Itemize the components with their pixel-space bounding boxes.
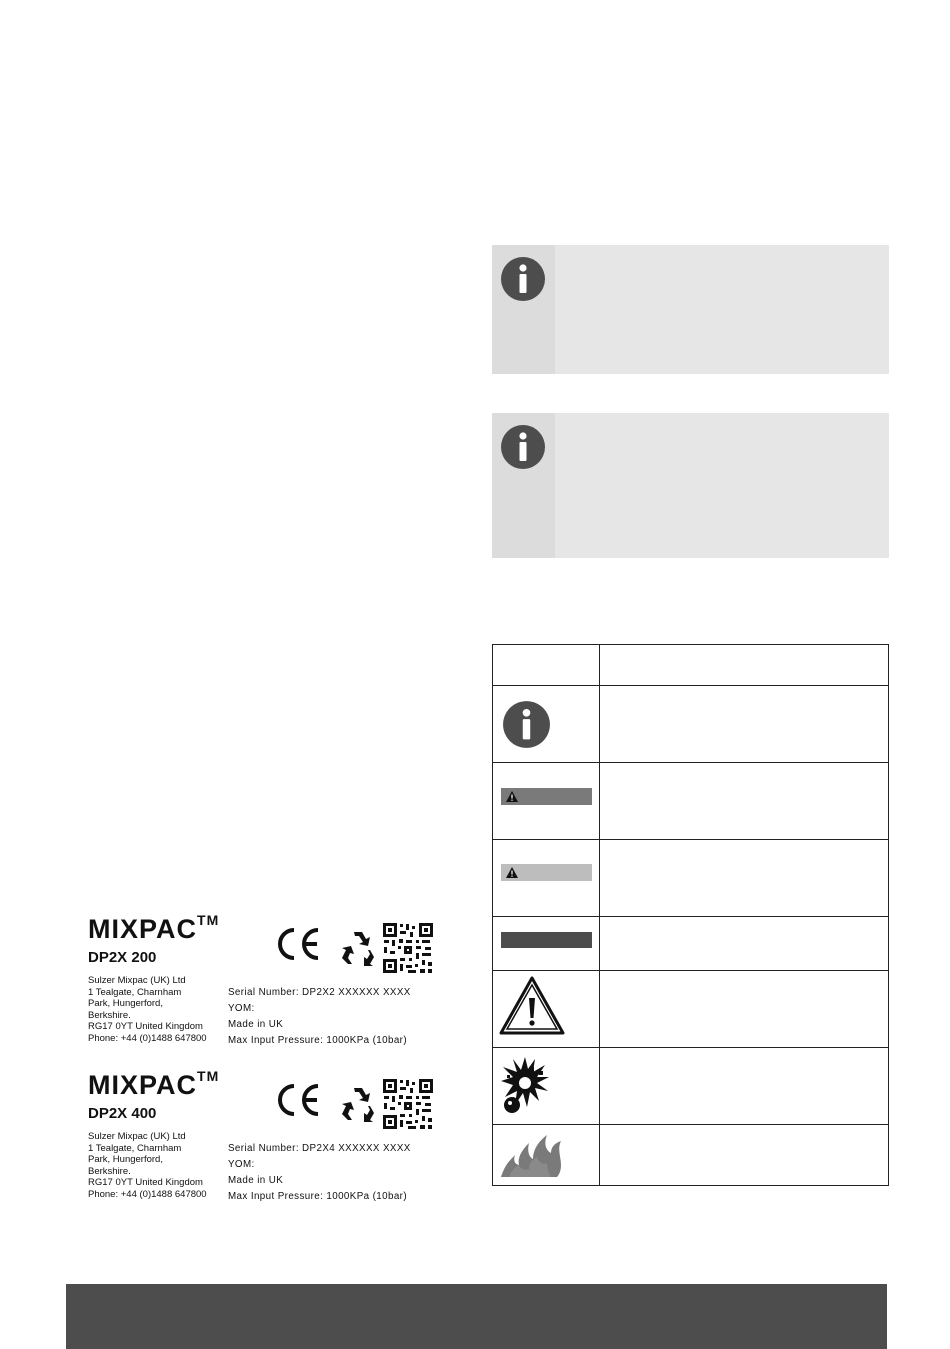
address-line: RG17 0YT United Kingdom xyxy=(88,1177,203,1188)
notice-banner-icon xyxy=(501,932,592,948)
caution-banner-light-icon xyxy=(501,864,592,881)
footer-bar xyxy=(66,1284,887,1349)
model-name: DP2X 400 xyxy=(88,1105,157,1122)
serial-number: Serial Number: DP2X4 XXXXXX XXXX xyxy=(228,1143,411,1154)
info-note-box xyxy=(492,245,889,374)
address-line: Berkshire. xyxy=(88,1009,131,1021)
trademark: TM xyxy=(197,1068,220,1084)
trademark: TM xyxy=(197,912,220,928)
info-note-box xyxy=(492,413,889,558)
table-row xyxy=(493,762,888,763)
info-icon xyxy=(500,424,546,470)
ce-mark-icon xyxy=(280,1086,318,1114)
table-row xyxy=(493,1124,888,1125)
table-divider xyxy=(599,645,600,1185)
table-row xyxy=(493,839,888,840)
address-line: Sulzer Mixpac (UK) Ltd xyxy=(88,975,186,986)
mixpac-logo xyxy=(88,914,219,945)
made-in: Made in UK xyxy=(228,1019,284,1030)
brand-name: MIXPAC xyxy=(88,914,198,944)
year-of-manufacture: YOM: xyxy=(228,1159,255,1170)
rating-plate xyxy=(86,1070,446,1210)
model-name: DP2X 200 xyxy=(88,949,157,966)
address-line: RG17 0YT United Kingdom xyxy=(88,1021,203,1032)
plate-specs xyxy=(228,1141,411,1205)
mixpac-logo xyxy=(88,1070,219,1101)
qr-code-icon xyxy=(382,922,434,974)
plate-specs xyxy=(228,985,411,1049)
warning-triangle-icon xyxy=(499,976,565,1036)
address-line: Park, Hungerford, xyxy=(88,998,163,1009)
phone-line: Phone: +44 (0)1488 647800 xyxy=(88,1032,207,1044)
table-row xyxy=(493,916,888,917)
address-line: 1 Tealgate, Charnham xyxy=(88,986,182,998)
recycle-icon xyxy=(342,1088,374,1122)
recycle-icon xyxy=(342,932,374,966)
warning-banner-dark-icon xyxy=(501,788,592,805)
address-line: Park, Hungerford, xyxy=(88,1154,163,1165)
info-icon xyxy=(502,700,551,749)
address-line: Sulzer Mixpac (UK) Ltd xyxy=(88,1131,186,1142)
certification-marks xyxy=(274,922,436,976)
flammable-icon xyxy=(499,1131,565,1179)
made-in: Made in UK xyxy=(228,1175,284,1186)
certification-marks xyxy=(274,1078,436,1132)
year-of-manufacture: YOM: xyxy=(228,1003,255,1014)
info-icon xyxy=(500,256,546,302)
rating-plate xyxy=(86,914,446,1054)
max-input-pressure: Max Input Pressure: 1000KPa (10bar) xyxy=(228,1191,408,1202)
address-line: Berkshire. xyxy=(88,1165,131,1177)
table-row xyxy=(493,685,888,686)
max-input-pressure: Max Input Pressure: 1000KPa (10bar) xyxy=(228,1035,408,1046)
serial-number: Serial Number: DP2X2 XXXXXX XXXX xyxy=(228,987,411,998)
ce-mark-icon xyxy=(280,930,318,958)
table-row xyxy=(493,1047,888,1048)
brand-name: MIXPAC xyxy=(88,1070,198,1100)
phone-line: Phone: +44 (0)1488 647800 xyxy=(88,1188,207,1200)
table-row xyxy=(493,970,888,971)
symbol-table xyxy=(492,644,889,1186)
address-line: 1 Tealgate, Charnham xyxy=(88,1142,182,1154)
qr-code-icon xyxy=(382,1078,434,1130)
explosive-icon xyxy=(499,1055,551,1117)
manufacturer-address xyxy=(88,1131,223,1200)
manufacturer-address xyxy=(88,975,223,1044)
